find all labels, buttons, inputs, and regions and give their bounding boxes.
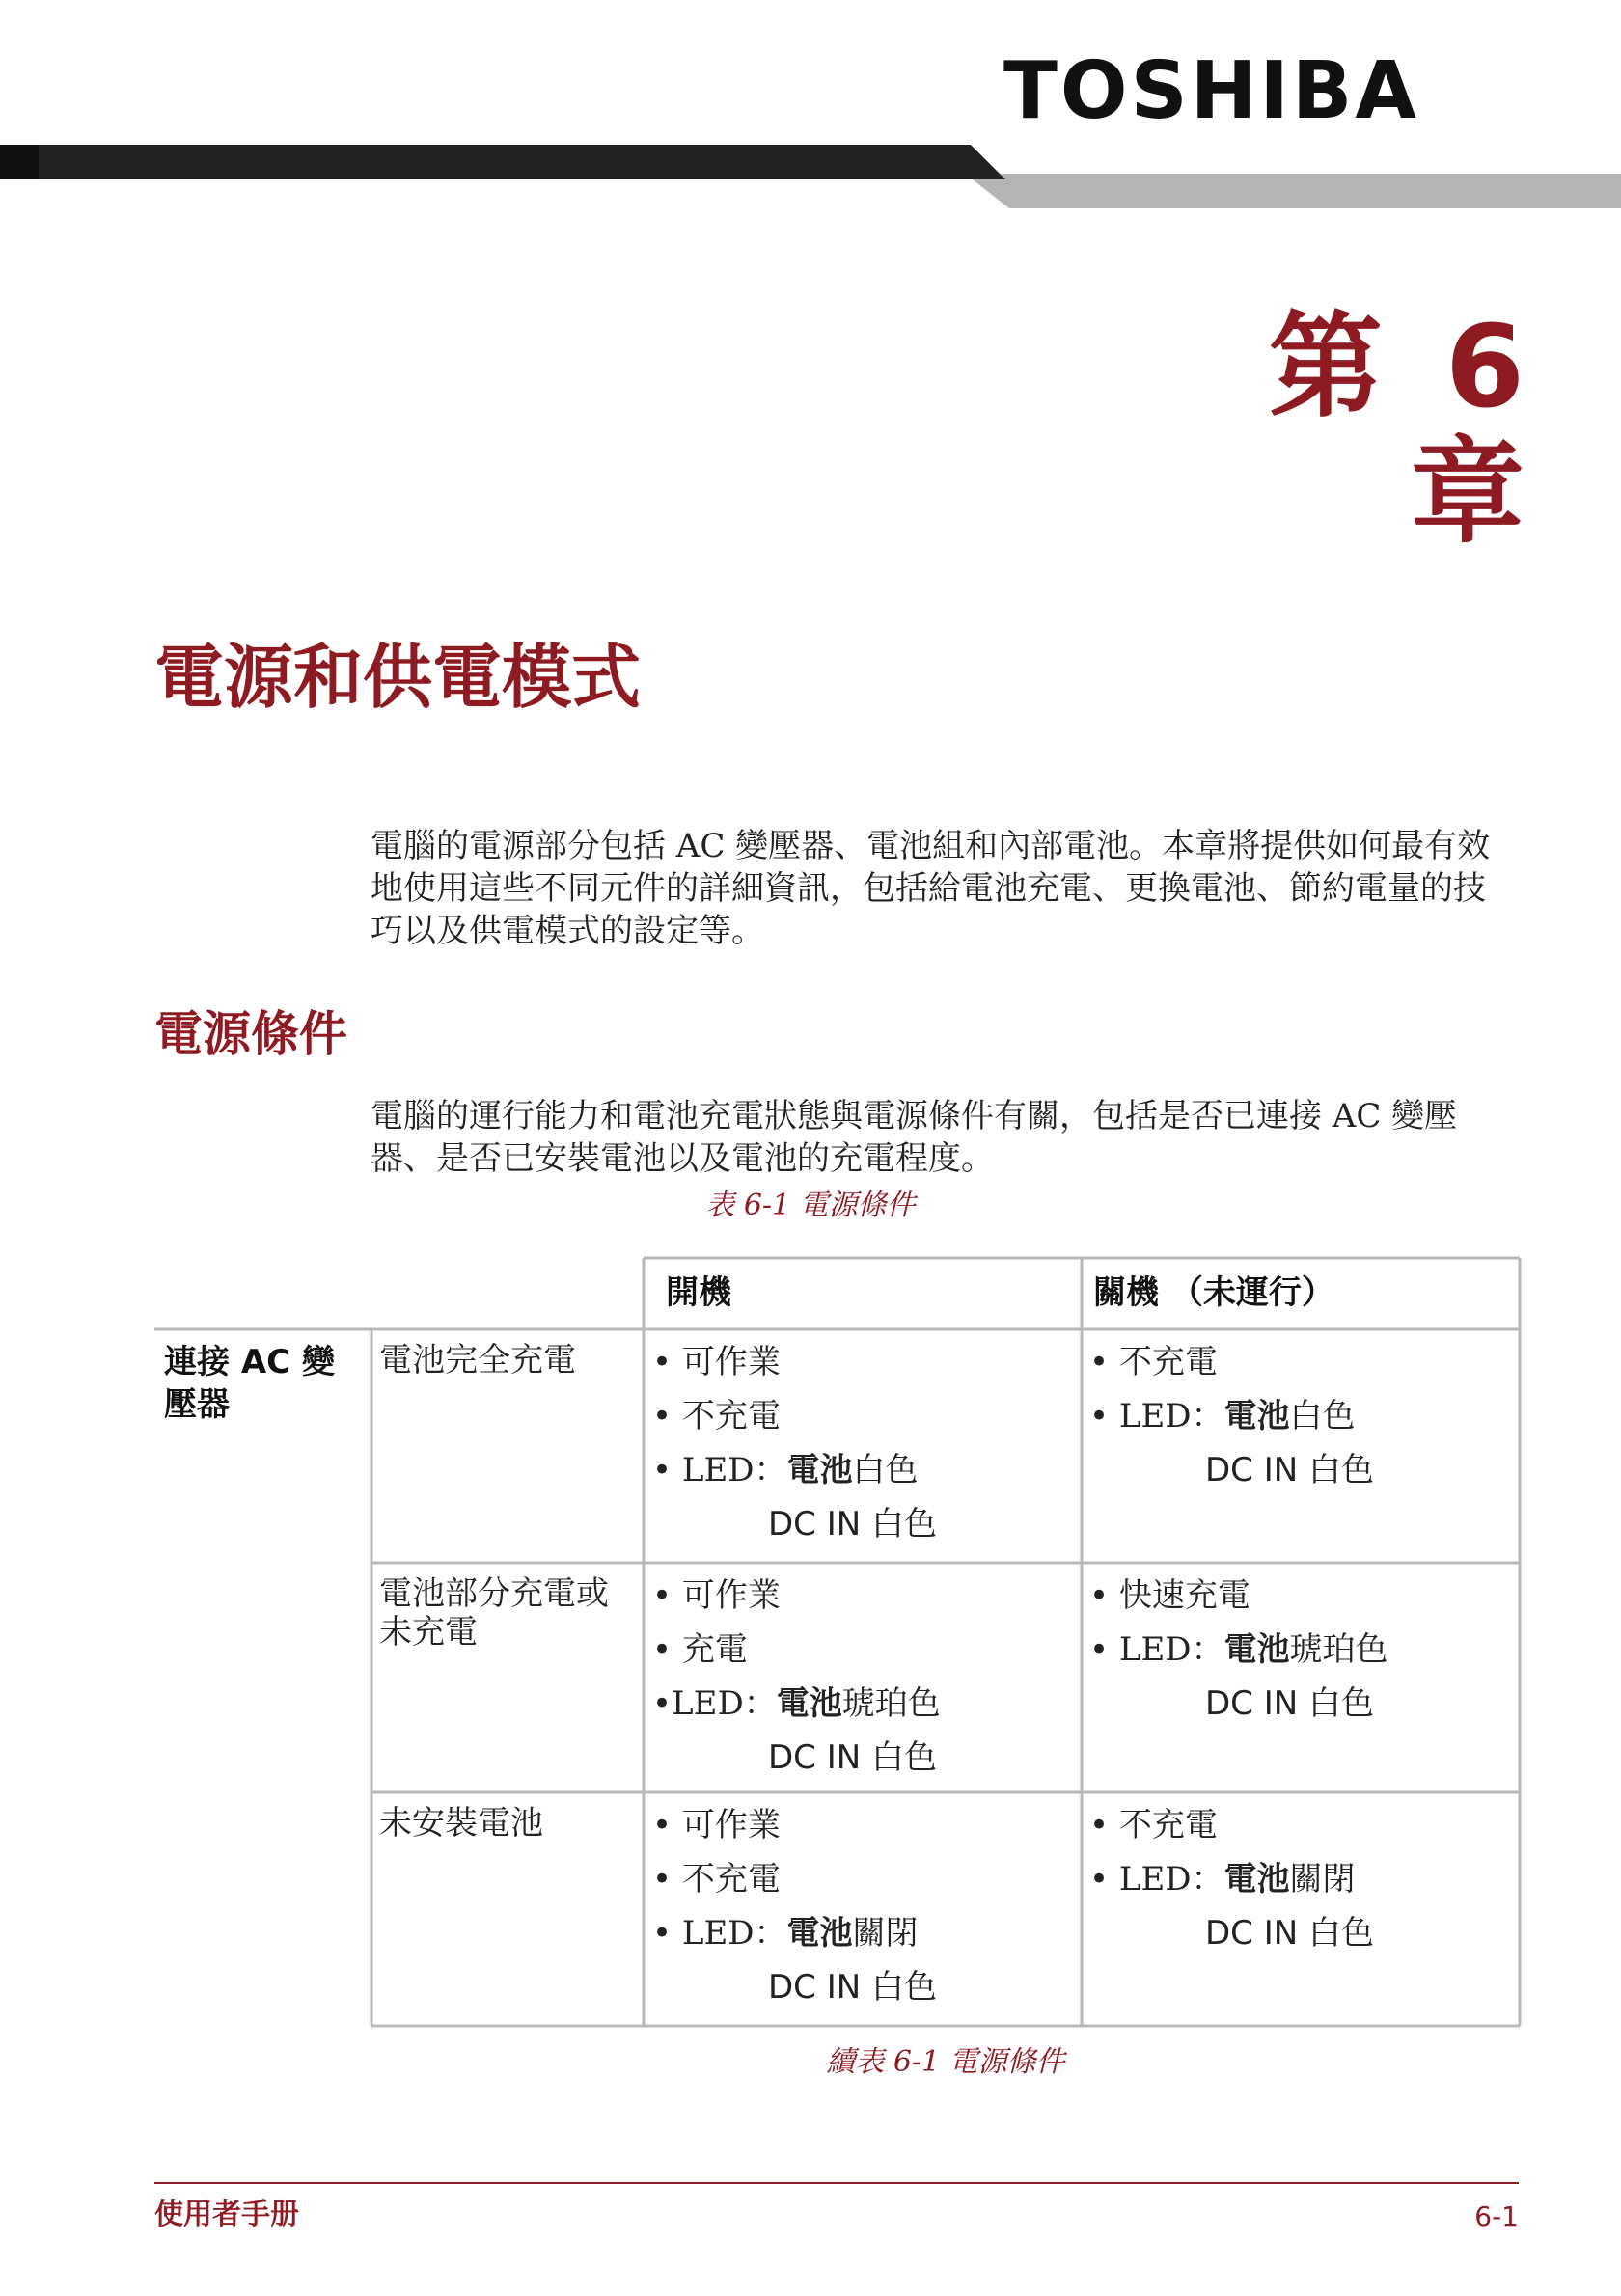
list-item: • 不充電 xyxy=(652,1860,781,1899)
condition-partial-charge: 電池部分充電或未充電 xyxy=(379,1574,609,1652)
dcin-line: DC IN 白色 xyxy=(1205,1451,1375,1490)
dcin-line: DC IN 白色 xyxy=(768,1968,938,2007)
intro-paragraph: 電腦的電源部分包括 AC 變壓器、電池組和內部電池。本章將提供如何最有效地使用這些不同元件的詳細資訊，包括給電池充電、更換電池、節約電量的技巧以及供電模式的設定等。 xyxy=(371,827,1491,950)
list-item: • 不充電 xyxy=(652,1397,781,1435)
dcin-line: DC IN 白色 xyxy=(1205,1684,1375,1723)
led-line: • LED：電池關閉 xyxy=(1089,1860,1356,1899)
condition-full-charge: 電池完全充電 xyxy=(379,1341,576,1380)
list-item: • 不充電 xyxy=(1089,1343,1218,1381)
led-line: • LED：電池白色 xyxy=(652,1451,919,1490)
header-power-on: 開機 xyxy=(666,1273,731,1312)
on-cell-full-charge xyxy=(652,1335,937,1551)
off-cell-full-charge xyxy=(1089,1335,1374,1497)
dcin-line: DC IN 白色 xyxy=(1205,1914,1375,1953)
list-item: • 可作業 xyxy=(652,1576,781,1615)
condition-no-battery: 未安裝電池 xyxy=(379,1804,543,1843)
led-line: • LED：電池關閉 xyxy=(652,1914,919,1953)
section-heading: 電源條件 xyxy=(154,1006,347,1062)
section-paragraph: 電腦的運行能力和電池充電狀態與電源條件有關，包括是否已連接 AC 變壓器、是否已安裝電池以及電池的充電程度。 xyxy=(371,1097,1458,1178)
footer-divider xyxy=(154,2182,1519,2184)
list-item: • 可作業 xyxy=(652,1806,781,1845)
page-title: 電源和供電模式 xyxy=(154,637,642,718)
led-line: • LED：電池琥珀色 xyxy=(1089,1630,1388,1669)
list-item: • 可作業 xyxy=(652,1343,781,1381)
dcin-line: DC IN 白色 xyxy=(768,1505,938,1544)
off-cell-no-battery xyxy=(1089,1798,1374,1960)
on-cell-partial-charge xyxy=(652,1569,941,1785)
table-continued-caption: 續表 6-1 電源條件 xyxy=(826,2045,1065,2079)
table-caption: 表 6-1 電源條件 xyxy=(705,1189,916,1222)
row-group-ac-adapter: 連接 AC 變壓器 xyxy=(164,1343,335,1424)
led-line: • LED：電池白色 xyxy=(1089,1397,1356,1435)
led-line: •LED：電池琥珀色 xyxy=(652,1684,941,1723)
list-item: • 快速充電 xyxy=(1089,1576,1250,1615)
off-cell-partial-charge xyxy=(1089,1569,1388,1731)
brand-logo: TOSHIBA xyxy=(1003,45,1419,137)
list-item: • 不充電 xyxy=(1089,1806,1218,1845)
page-number: 6-1 xyxy=(1474,2200,1519,2232)
dcin-line: DC IN 白色 xyxy=(768,1738,938,1777)
on-cell-no-battery xyxy=(652,1798,937,2014)
header-power-off: 關機 （未運行） xyxy=(1093,1273,1334,1312)
chapter-label: 第 6 章 xyxy=(1268,300,1525,559)
list-item: • 充電 xyxy=(652,1630,748,1669)
footer-manual-title: 使用者手册 xyxy=(154,2198,299,2231)
